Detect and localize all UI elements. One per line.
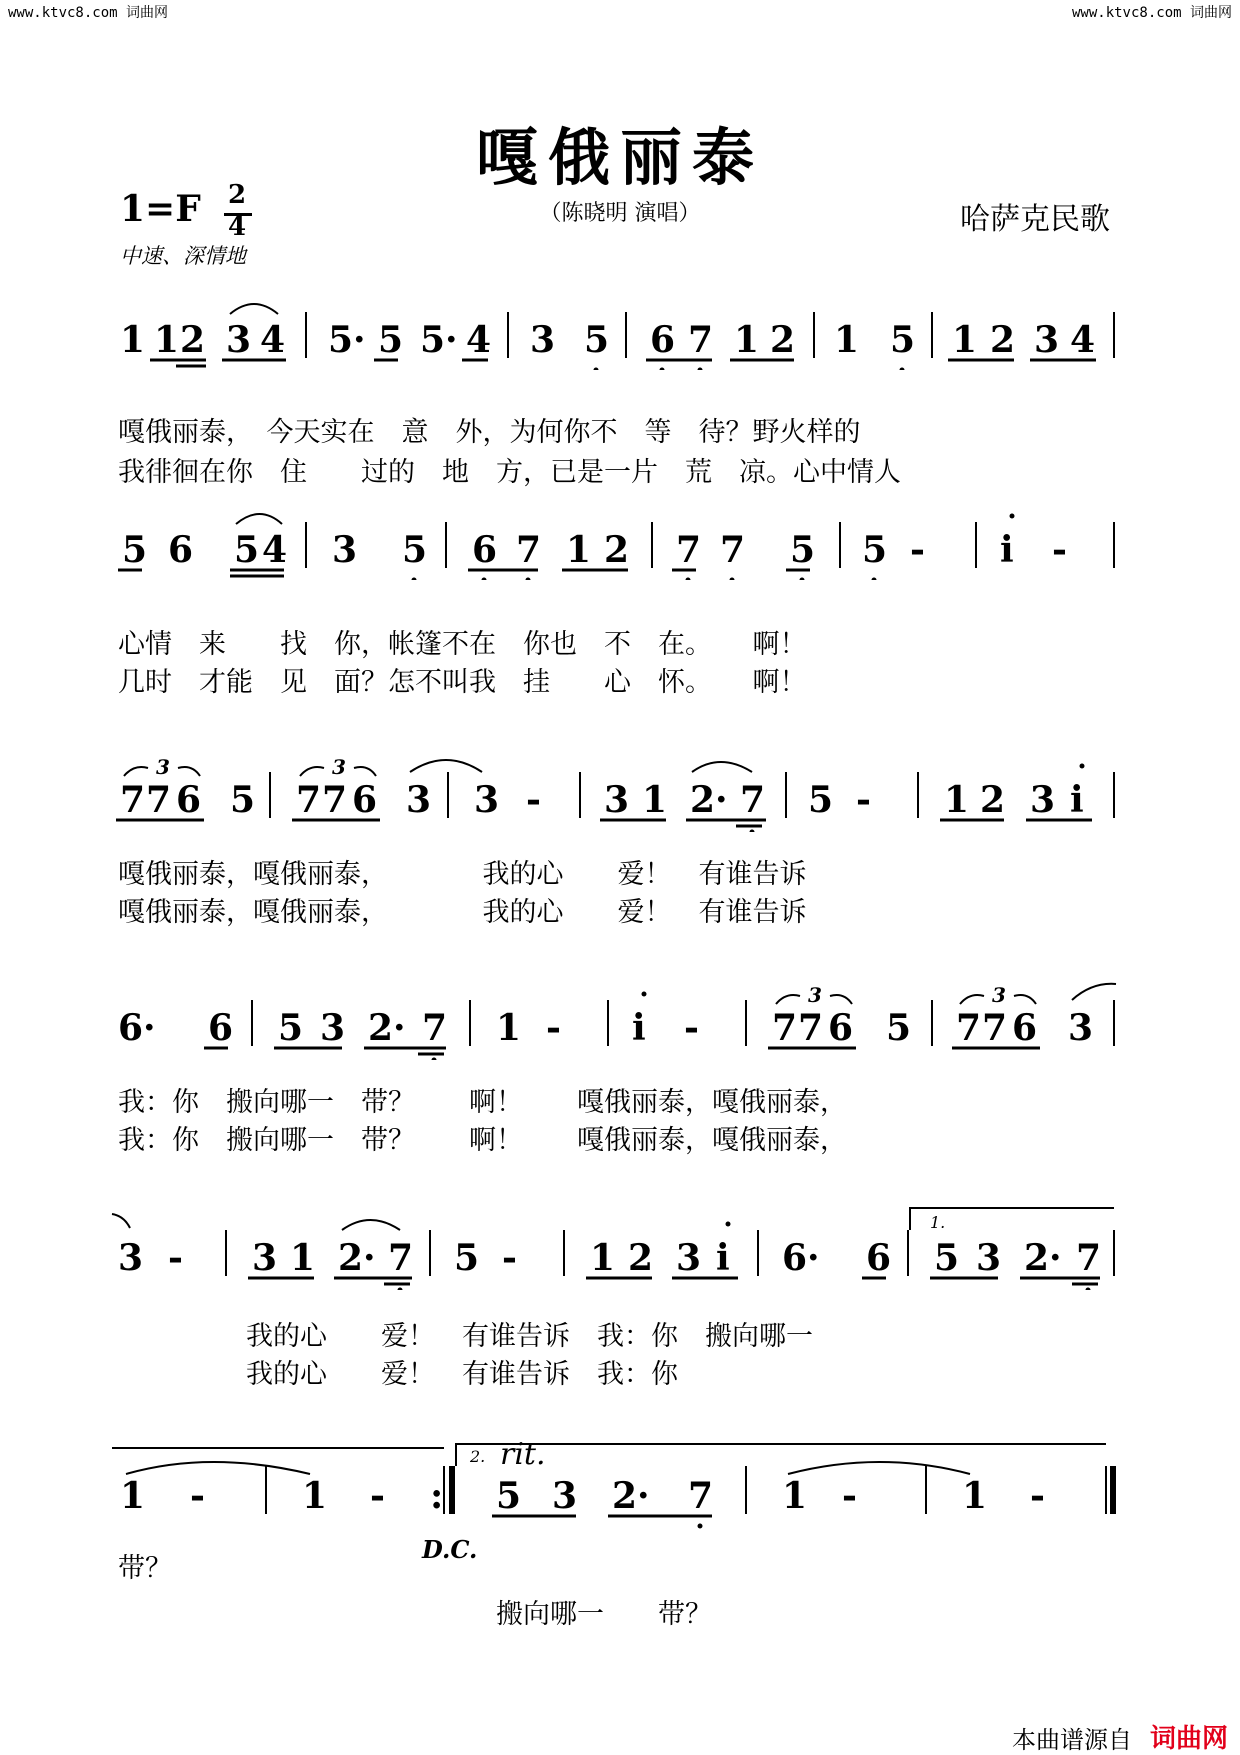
note: - bbox=[370, 1475, 385, 1517]
note: 4 bbox=[466, 319, 492, 361]
lyric-row-6-verse-1: 带？ bbox=[118, 1553, 172, 1584]
footer-source-text: 本曲谱源自 bbox=[1012, 1726, 1132, 1754]
note: 5 bbox=[886, 1007, 912, 1049]
note: 3 bbox=[1034, 319, 1060, 361]
song-title: 嘎俄丽泰 bbox=[475, 121, 764, 194]
note: 2· bbox=[1024, 1237, 1062, 1279]
note: 1 bbox=[154, 319, 180, 361]
note: 1 bbox=[944, 779, 970, 821]
score-row-4 bbox=[0, 980, 1240, 1060]
note: 5 bbox=[790, 529, 816, 571]
note: 3 bbox=[1030, 779, 1056, 821]
note: i bbox=[1000, 529, 1014, 571]
lyric-row-3-verse-1: 嘎俄丽泰，嘎俄丽泰， 我的心 爱！ 有谁告诉 bbox=[118, 859, 807, 890]
note: 6 bbox=[208, 1007, 234, 1049]
triplet-mark: 3 bbox=[808, 983, 822, 1007]
note: 1 bbox=[782, 1475, 808, 1517]
time-signature-bottom: 4 bbox=[227, 212, 247, 242]
note: i bbox=[1070, 779, 1084, 821]
note: 1 bbox=[302, 1475, 328, 1517]
note: 5· bbox=[328, 319, 366, 361]
note: 2· bbox=[690, 779, 728, 821]
singer-credit: （陈晓明 演唱） bbox=[539, 201, 701, 226]
note: 2 bbox=[990, 319, 1016, 361]
note: 1 bbox=[120, 319, 146, 361]
note: 6 bbox=[1012, 1007, 1038, 1049]
note: 7 bbox=[688, 319, 714, 361]
note: 3 bbox=[332, 529, 358, 571]
note: 5 bbox=[378, 319, 404, 361]
note: - bbox=[502, 1237, 517, 1279]
note: 4 bbox=[260, 319, 286, 361]
note: 7 bbox=[422, 1007, 448, 1049]
repeat-sign: : bbox=[430, 1475, 444, 1517]
note: 3 bbox=[530, 319, 556, 361]
note: - bbox=[910, 529, 925, 571]
note: 7 bbox=[1076, 1237, 1102, 1279]
note: 1 bbox=[734, 319, 760, 361]
lyric-row-2-verse-1: 心情 来 找 你，帐篷不在 你也 不 在。 啊！ bbox=[118, 629, 807, 660]
note: 7 bbox=[688, 1475, 714, 1517]
note: 3 bbox=[604, 779, 630, 821]
note: 2 bbox=[180, 319, 206, 361]
score-row-2 bbox=[0, 510, 1240, 580]
note: 5 bbox=[862, 529, 888, 571]
score-row-5 bbox=[0, 1200, 1240, 1290]
note: 7 bbox=[772, 1007, 798, 1049]
lyric-row-4-verse-2: 我：你 搬向哪一 带？ 啊！ 嘎俄丽泰，嘎俄丽泰， bbox=[118, 1125, 847, 1156]
note: 6 bbox=[168, 529, 194, 571]
score-row-6 bbox=[0, 1436, 1240, 1566]
key-signature: 1=F bbox=[120, 188, 201, 230]
ritardando-mark: rit. bbox=[500, 1437, 546, 1472]
note: 7 bbox=[720, 529, 746, 571]
triplet-mark: 3 bbox=[156, 755, 170, 779]
time-signature-top: 2 bbox=[227, 180, 247, 210]
note: 5 bbox=[230, 779, 256, 821]
note: 3 bbox=[474, 779, 500, 821]
note: 5 bbox=[278, 1007, 304, 1049]
note: - bbox=[546, 1007, 561, 1049]
note: 2· bbox=[368, 1007, 406, 1049]
note: 3 bbox=[976, 1237, 1002, 1279]
da-capo-mark: D.C. bbox=[422, 1535, 478, 1564]
note: 6 bbox=[650, 319, 676, 361]
note: 2 bbox=[770, 319, 796, 361]
note: 3 bbox=[252, 1237, 278, 1279]
score-row-1 bbox=[0, 300, 1240, 370]
note: i bbox=[632, 1007, 646, 1049]
note: - bbox=[168, 1237, 183, 1279]
note: 1 bbox=[962, 1475, 988, 1517]
lyric-row-1-verse-1: 嘎俄丽泰， 今天实在 意 外，为何你不 等 待？野火样的 bbox=[118, 417, 861, 448]
note: - bbox=[526, 779, 541, 821]
lyric-row-4-verse-1: 我：你 搬向哪一 带？ 啊！ 嘎俄丽泰，嘎俄丽泰， bbox=[118, 1087, 847, 1118]
note: - bbox=[856, 779, 871, 821]
note: 6· bbox=[118, 1007, 156, 1049]
note: - bbox=[1030, 1475, 1045, 1517]
lyric-row-1-verse-2: 我徘徊在你 住 过的 地 方，已是一片 荒 凉。心中情人 bbox=[118, 457, 901, 488]
note: 2 bbox=[980, 779, 1006, 821]
note: 5 bbox=[454, 1237, 480, 1279]
note: 4 bbox=[1070, 319, 1096, 361]
note: 3 bbox=[118, 1237, 144, 1279]
note: 3 bbox=[320, 1007, 346, 1049]
note: 7 bbox=[296, 779, 322, 821]
note: 1 bbox=[290, 1237, 316, 1279]
note: - bbox=[684, 1007, 699, 1049]
lyric-row-2-verse-2: 几时 才能 见 面？怎不叫我 挂 心 怀。 啊！ bbox=[118, 667, 807, 698]
note: 5· bbox=[420, 319, 458, 361]
lyric-row-3-verse-2: 嘎俄丽泰，嘎俄丽泰， 我的心 爱！ 有谁告诉 bbox=[118, 897, 807, 928]
triplet-mark: 3 bbox=[332, 755, 346, 779]
note: - bbox=[190, 1475, 205, 1517]
note: 4 bbox=[262, 529, 288, 571]
note: 3 bbox=[1068, 1007, 1094, 1049]
note: 7 bbox=[740, 779, 766, 821]
note: 7 bbox=[388, 1237, 414, 1279]
note: 1 bbox=[642, 779, 668, 821]
tempo-marking: 中速、深情地 bbox=[120, 244, 246, 268]
note: 7 bbox=[120, 779, 146, 821]
note: 5 bbox=[808, 779, 834, 821]
volta-2-label: 2. bbox=[470, 1447, 486, 1466]
note: 6 bbox=[828, 1007, 854, 1049]
note: 2· bbox=[612, 1475, 650, 1517]
note: 7 bbox=[798, 1007, 824, 1049]
note: 7 bbox=[146, 779, 172, 821]
note: 1 bbox=[590, 1237, 616, 1279]
note: 5 bbox=[402, 529, 428, 571]
note: 6 bbox=[352, 779, 378, 821]
note: 7 bbox=[322, 779, 348, 821]
note: 1 bbox=[834, 319, 860, 361]
note: 6· bbox=[782, 1237, 820, 1279]
header-watermark-left: www.ktvc8.com 词曲网 bbox=[8, 5, 169, 21]
note: 5 bbox=[934, 1237, 960, 1279]
note: 3 bbox=[552, 1475, 578, 1517]
note: 1 bbox=[120, 1475, 146, 1517]
note: 1 bbox=[496, 1007, 522, 1049]
note: 6 bbox=[176, 779, 202, 821]
note: 5 bbox=[584, 319, 610, 361]
note: 1 bbox=[566, 529, 592, 571]
note: 5 bbox=[234, 529, 260, 571]
triplet-mark: 3 bbox=[992, 983, 1006, 1007]
note: 5 bbox=[890, 319, 916, 361]
composer-credit: 哈萨克民歌 bbox=[960, 202, 1110, 237]
note: 2· bbox=[338, 1237, 376, 1279]
lyric-row-5-verse-1: 我的心 爱！ 有谁告诉 我：你 搬向哪一 bbox=[246, 1321, 813, 1352]
note: 3 bbox=[406, 779, 432, 821]
note: - bbox=[1052, 529, 1067, 571]
note: 2 bbox=[628, 1237, 654, 1279]
lyric-row-5-verse-2: 我的心 爱！ 有谁告诉 我：你 bbox=[246, 1359, 678, 1390]
note: 6 bbox=[866, 1237, 892, 1279]
note: 2 bbox=[604, 529, 630, 571]
note: 7 bbox=[676, 529, 702, 571]
volta-1-label: 1. bbox=[930, 1213, 946, 1232]
note: 5 bbox=[122, 529, 148, 571]
note: 3 bbox=[676, 1237, 702, 1279]
note: 7 bbox=[516, 529, 542, 571]
note: - bbox=[842, 1475, 857, 1517]
note: 5 bbox=[496, 1475, 522, 1517]
note: 3 bbox=[226, 319, 252, 361]
lyric-row-6-verse-2: 搬向哪一 带？ bbox=[496, 1599, 712, 1630]
note: 7 bbox=[982, 1007, 1008, 1049]
note: 7 bbox=[956, 1007, 982, 1049]
header-watermark-right: www.ktvc8.com 词曲网 bbox=[1071, 5, 1232, 21]
footer-brand-logo[interactable]: 词曲网 bbox=[1150, 1724, 1229, 1754]
note: i bbox=[716, 1237, 730, 1279]
score-row-3 bbox=[0, 752, 1240, 832]
note: 1 bbox=[952, 319, 978, 361]
note: 6 bbox=[472, 529, 498, 571]
